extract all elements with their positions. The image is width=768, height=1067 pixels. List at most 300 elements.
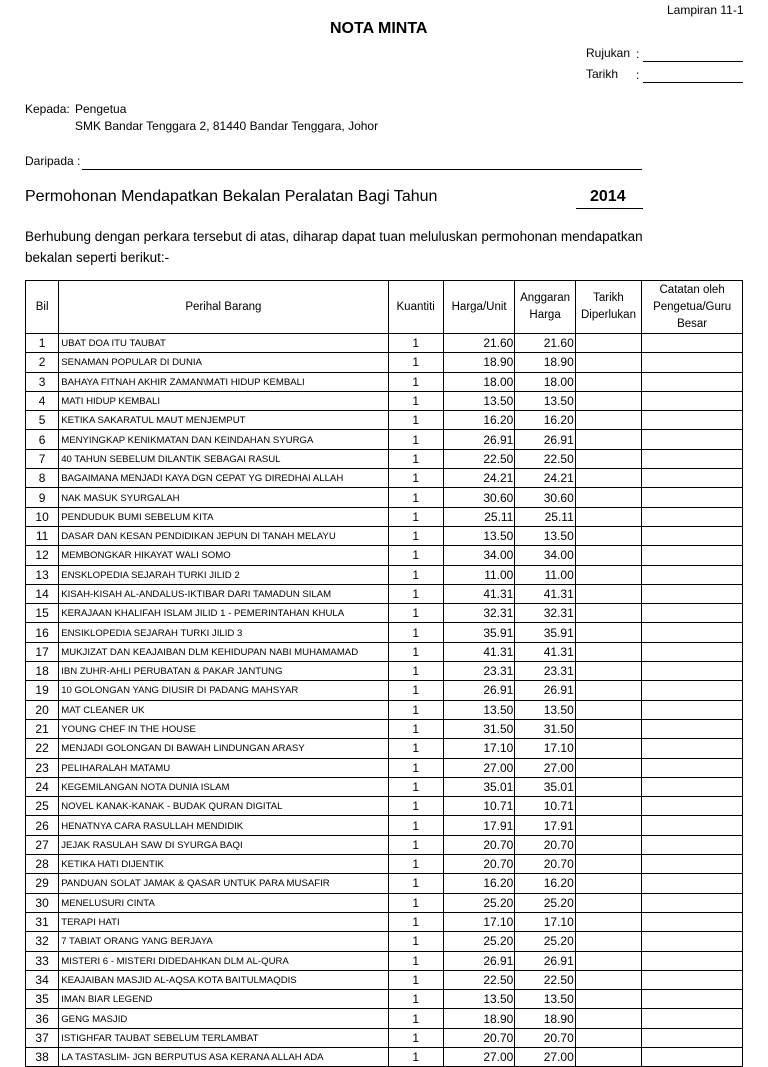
cell-harga-unit: 27.00: [443, 1047, 514, 1066]
cell-bil: 14: [26, 584, 59, 603]
cell-harga-unit: 18.00: [443, 372, 514, 391]
table-row: [26, 449, 743, 468]
cell-item: IBN ZUHR-AHLI PERUBATAN & PAKAR JANTUNG: [59, 662, 388, 681]
cell-tarikh[interactable]: [575, 449, 641, 468]
cell-catatan[interactable]: [642, 970, 743, 989]
table-body: [26, 334, 743, 1067]
table-row: [26, 1028, 743, 1047]
cell-anggaran: 25.11: [515, 507, 575, 526]
table-row: [26, 951, 743, 970]
cell-item: KEGEMILANGAN NOTA DUNIA ISLAM: [59, 777, 388, 796]
cell-harga-unit: 20.70: [443, 835, 514, 854]
cell-item: UBAT DOA ITU TAUBAT: [59, 334, 388, 353]
cell-anggaran: 18.00: [515, 372, 575, 391]
cell-anggaran: 18.90: [515, 353, 575, 372]
cell-kuantiti: 1: [388, 449, 443, 468]
cell-harga-unit: 16.20: [443, 411, 514, 430]
cell-catatan[interactable]: [642, 488, 743, 507]
year-underline: [576, 208, 643, 209]
cell-tarikh[interactable]: [575, 469, 641, 488]
cell-tarikh[interactable]: [575, 372, 641, 391]
cell-item: ENSKLOPEDIA SEJARAH TURKI JILID 2: [59, 565, 388, 584]
cell-catatan[interactable]: [642, 372, 743, 391]
cell-kuantiti: 1: [388, 1047, 443, 1066]
cell-item: 40 TAHUN SEBELUM DILANTIK SEBAGAI RASUL: [59, 449, 388, 468]
cell-anggaran: 23.31: [515, 662, 575, 681]
cell-catatan[interactable]: [642, 469, 743, 488]
cell-anggaran: 13.50: [515, 990, 575, 1009]
cell-item: BAGAIMANA MENJADI KAYA DGN CEPAT YG DIREDHAI ALLAH: [59, 469, 388, 488]
cell-bil: 28: [26, 855, 59, 874]
cell-bil: 19: [26, 681, 59, 700]
cell-bil: 33: [26, 951, 59, 970]
cell-tarikh[interactable]: [575, 662, 641, 681]
cell-kuantiti: 1: [388, 642, 443, 661]
cell-harga-unit: 25.20: [443, 932, 514, 951]
cell-tarikh[interactable]: [575, 855, 641, 874]
cell-tarikh[interactable]: [575, 874, 641, 893]
cell-tarikh[interactable]: [575, 488, 641, 507]
cell-catatan[interactable]: [642, 662, 743, 681]
cell-anggaran: 27.00: [515, 1047, 575, 1066]
cell-kuantiti: 1: [388, 797, 443, 816]
cell-anggaran: 17.10: [515, 912, 575, 931]
cell-kuantiti: 1: [388, 353, 443, 372]
table-row: [26, 565, 743, 584]
cell-kuantiti: 1: [388, 893, 443, 912]
cell-item: PENDUDUK BUMI SEBELUM KITA: [59, 507, 388, 526]
cell-catatan[interactable]: [642, 1047, 743, 1066]
cell-bil: 36: [26, 1009, 59, 1028]
cell-bil: 29: [26, 874, 59, 893]
cell-catatan[interactable]: [642, 797, 743, 816]
cell-tarikh[interactable]: [575, 758, 641, 777]
cell-harga-unit: 27.00: [443, 758, 514, 777]
table-header-row: [26, 281, 743, 334]
cell-catatan[interactable]: [642, 1009, 743, 1028]
cell-harga-unit: 17.10: [443, 739, 514, 758]
cell-kuantiti: 1: [388, 565, 443, 584]
cell-catatan[interactable]: [642, 565, 743, 584]
cell-item: NAK MASUK SYURGALAH: [59, 488, 388, 507]
cell-tarikh[interactable]: [575, 391, 641, 410]
table-row: [26, 1009, 743, 1028]
cell-tarikh[interactable]: [575, 584, 641, 603]
cell-harga-unit: 13.50: [443, 391, 514, 410]
cell-bil: 30: [26, 893, 59, 912]
cell-catatan[interactable]: [642, 1028, 743, 1047]
cell-harga-unit: 11.00: [443, 565, 514, 584]
cell-kuantiti: 1: [388, 739, 443, 758]
cell-anggaran: 11.00: [515, 565, 575, 584]
cell-kuantiti: 1: [388, 700, 443, 719]
cell-bil: 10: [26, 507, 59, 526]
cell-item: KETIKA HATI DIJENTIK: [59, 855, 388, 874]
table-row: [26, 816, 743, 835]
cell-tarikh[interactable]: [575, 1028, 641, 1047]
cell-kuantiti: 1: [388, 526, 443, 545]
cell-anggaran: 18.90: [515, 1009, 575, 1028]
cell-anggaran: 25.20: [515, 932, 575, 951]
cell-catatan[interactable]: [642, 334, 743, 353]
cell-catatan[interactable]: [642, 526, 743, 545]
table-row: [26, 700, 743, 719]
tarikh-colon: :: [636, 68, 640, 82]
table-row: [26, 642, 743, 661]
tarikh-label: Tarikh: [586, 67, 619, 81]
cell-bil: 1: [26, 334, 59, 353]
rujukan-label: Rujukan: [586, 46, 631, 60]
cell-catatan[interactable]: [642, 835, 743, 854]
cell-catatan[interactable]: [642, 411, 743, 430]
cell-harga-unit: 26.91: [443, 430, 514, 449]
table-row: [26, 526, 743, 545]
cell-tarikh[interactable]: [575, 430, 641, 449]
cell-kuantiti: 1: [388, 719, 443, 738]
cell-anggaran: 13.50: [515, 700, 575, 719]
cell-anggaran: 32.31: [515, 604, 575, 623]
kepada-label: Kepada:: [25, 102, 70, 116]
cell-item: GENG MASJID: [59, 1009, 388, 1028]
cell-anggaran: 26.91: [515, 951, 575, 970]
cell-tarikh[interactable]: [575, 642, 641, 661]
table-row: [26, 874, 743, 893]
rujukan-field[interactable]: [643, 61, 743, 62]
cell-bil: 18: [26, 662, 59, 681]
cell-kuantiti: 1: [388, 469, 443, 488]
cell-harga-unit: 13.50: [443, 526, 514, 545]
cell-anggaran: 20.70: [515, 1028, 575, 1047]
daripada-label: Daripada :: [25, 154, 81, 168]
cell-tarikh[interactable]: [575, 719, 641, 738]
subject-line: Permohonan Mendapatkan Bekalan Peralatan Bagi Tahun: [25, 188, 438, 205]
cell-kuantiti: 1: [388, 835, 443, 854]
table-row: [26, 758, 743, 777]
table-row: [26, 372, 743, 391]
cell-tarikh[interactable]: [575, 700, 641, 719]
table-row: [26, 855, 743, 874]
items-table: [25, 280, 743, 1067]
cell-harga-unit: 26.91: [443, 951, 514, 970]
cell-anggaran: 20.70: [515, 855, 575, 874]
cell-bil: 9: [26, 488, 59, 507]
header-kuantiti: Kuantiti: [388, 281, 443, 334]
cell-item: NOVEL KANAK-KANAK - BUDAK QURAN DIGITAL: [59, 797, 388, 816]
cell-harga-unit: 31.50: [443, 719, 514, 738]
table-row: [26, 932, 743, 951]
cell-item: BAHAYA FITNAH AKHIR ZAMAN\MATI HIDUP KEMBALI: [59, 372, 388, 391]
table-row: [26, 681, 743, 700]
header-catatan: Catatan oleh Pengetua/Guru Besar: [642, 281, 743, 334]
cell-catatan[interactable]: [642, 855, 743, 874]
cell-tarikh[interactable]: [575, 334, 641, 353]
cell-anggaran: 35.91: [515, 623, 575, 642]
cell-catatan[interactable]: [642, 700, 743, 719]
cell-kuantiti: 1: [388, 681, 443, 700]
cell-item: IMAN BIAR LEGEND: [59, 990, 388, 1009]
header-bil: Bil: [26, 281, 59, 334]
cell-bil: 16: [26, 623, 59, 642]
cell-catatan[interactable]: [642, 758, 743, 777]
cell-bil: 7: [26, 449, 59, 468]
cell-kuantiti: 1: [388, 990, 443, 1009]
cell-kuantiti: 1: [388, 874, 443, 893]
cell-catatan[interactable]: [642, 391, 743, 410]
cell-bil: 21: [26, 719, 59, 738]
cell-anggaran: 20.70: [515, 835, 575, 854]
cell-bil: 12: [26, 546, 59, 565]
cell-bil: 34: [26, 970, 59, 989]
rujukan-colon: :: [636, 47, 640, 61]
table-row: [26, 488, 743, 507]
cell-harga-unit: 17.91: [443, 816, 514, 835]
cell-kuantiti: 1: [388, 932, 443, 951]
table-row: [26, 797, 743, 816]
cell-bil: 26: [26, 816, 59, 835]
cell-catatan[interactable]: [642, 816, 743, 835]
daripada-field[interactable]: [82, 169, 642, 170]
cell-catatan[interactable]: [642, 990, 743, 1009]
cell-harga-unit: 13.50: [443, 700, 514, 719]
cell-anggaran: 17.91: [515, 816, 575, 835]
cell-harga-unit: 18.90: [443, 353, 514, 372]
cell-kuantiti: 1: [388, 411, 443, 430]
cell-harga-unit: 20.70: [443, 855, 514, 874]
cell-anggaran: 13.50: [515, 526, 575, 545]
lampiran-label: Lampiran 11-1: [667, 3, 744, 17]
cell-tarikh[interactable]: [575, 990, 641, 1009]
cell-catatan[interactable]: [642, 604, 743, 623]
cell-anggaran: 22.50: [515, 449, 575, 468]
cell-anggaran: 21.60: [515, 334, 575, 353]
cell-anggaran: 26.91: [515, 430, 575, 449]
cell-tarikh[interactable]: [575, 565, 641, 584]
cell-catatan[interactable]: [642, 777, 743, 796]
cell-anggaran: 25.20: [515, 893, 575, 912]
table-row: [26, 353, 743, 372]
cell-harga-unit: 32.31: [443, 604, 514, 623]
cell-harga-unit: 20.70: [443, 1028, 514, 1047]
table-row: [26, 334, 743, 353]
cell-harga-unit: 23.31: [443, 662, 514, 681]
cell-bil: 13: [26, 565, 59, 584]
cell-bil: 15: [26, 604, 59, 623]
cell-catatan[interactable]: [642, 951, 743, 970]
cell-tarikh[interactable]: [575, 604, 641, 623]
cell-bil: 27: [26, 835, 59, 854]
cell-item: MUKJIZAT DAN KEAJAIBAN DLM KEHIDUPAN NABI MUHAMAMAD: [59, 642, 388, 661]
cell-bil: 37: [26, 1028, 59, 1047]
cell-item: LA TASTASLIM- JGN BERPUTUS ASA KERANA ALLAH ADA: [59, 1047, 388, 1066]
cell-catatan[interactable]: [642, 623, 743, 642]
table-row: [26, 411, 743, 430]
cell-tarikh[interactable]: [575, 1009, 641, 1028]
cell-item: MAT CLEANER UK: [59, 700, 388, 719]
table-row: [26, 623, 743, 642]
cell-harga-unit: 13.50: [443, 990, 514, 1009]
cell-item: MENYINGKAP KENIKMATAN DAN KEINDAHAN SYURGA: [59, 430, 388, 449]
cell-anggaran: 27.00: [515, 758, 575, 777]
cell-kuantiti: 1: [388, 970, 443, 989]
cell-tarikh[interactable]: [575, 816, 641, 835]
kepada-line1: Pengetua: [75, 102, 127, 116]
cell-harga-unit: 30.60: [443, 488, 514, 507]
kepada-line2: SMK Bandar Tenggara 2, 81440 Bandar Tenggara, Johor: [75, 119, 379, 133]
cell-item: HENATNYA CARA RASULLAH MENDIDIK: [59, 816, 388, 835]
header-perihal: Perihal Barang: [59, 281, 388, 334]
cell-tarikh[interactable]: [575, 526, 641, 545]
cell-anggaran: 30.60: [515, 488, 575, 507]
cell-anggaran: 10.71: [515, 797, 575, 816]
cell-bil: 22: [26, 739, 59, 758]
cell-catatan[interactable]: [642, 932, 743, 951]
cell-harga-unit: 25.20: [443, 893, 514, 912]
cell-catatan[interactable]: [642, 507, 743, 526]
table-row: [26, 912, 743, 931]
cell-bil: 25: [26, 797, 59, 816]
cell-tarikh[interactable]: [575, 411, 641, 430]
cell-bil: 31: [26, 912, 59, 931]
table-row: [26, 507, 743, 526]
cell-harga-unit: 41.31: [443, 584, 514, 603]
cell-bil: 20: [26, 700, 59, 719]
table-row: [26, 430, 743, 449]
cell-anggaran: 22.50: [515, 970, 575, 989]
cell-catatan[interactable]: [642, 584, 743, 603]
cell-item: MATI HIDUP KEMBALI: [59, 391, 388, 410]
cell-kuantiti: 1: [388, 546, 443, 565]
cell-harga-unit: 21.60: [443, 334, 514, 353]
cell-bil: 6: [26, 430, 59, 449]
table-row: [26, 662, 743, 681]
cell-anggaran: 34.00: [515, 546, 575, 565]
cell-catatan[interactable]: [642, 719, 743, 738]
cell-item: ENSIKLOPEDIA SEJARAH TURKI JILID 3: [59, 623, 388, 642]
cell-anggaran: 13.50: [515, 391, 575, 410]
cell-anggaran: 24.21: [515, 469, 575, 488]
cell-anggaran: 17.10: [515, 739, 575, 758]
cell-kuantiti: 1: [388, 623, 443, 642]
header-anggaran: Anggaran Harga: [515, 281, 575, 334]
cell-catatan[interactable]: [642, 449, 743, 468]
cell-catatan[interactable]: [642, 739, 743, 758]
cell-tarikh[interactable]: [575, 507, 641, 526]
cell-catatan[interactable]: [642, 430, 743, 449]
table-row: [26, 835, 743, 854]
cell-item: JEJAK RASULAH SAW DI SYURGA BAQI: [59, 835, 388, 854]
cell-bil: 8: [26, 469, 59, 488]
table-row: [26, 739, 743, 758]
cell-kuantiti: 1: [388, 816, 443, 835]
cell-anggaran: 41.31: [515, 642, 575, 661]
cell-catatan[interactable]: [642, 874, 743, 893]
cell-kuantiti: 1: [388, 584, 443, 603]
cell-bil: 38: [26, 1047, 59, 1066]
cell-tarikh[interactable]: [575, 623, 641, 642]
cell-anggaran: 26.91: [515, 681, 575, 700]
cell-bil: 23: [26, 758, 59, 777]
cell-kuantiti: 1: [388, 488, 443, 507]
cell-bil: 24: [26, 777, 59, 796]
cell-item: KISAH-KISAH AL-ANDALUS-IKTIBAR DARI TAMADUN SILAM: [59, 584, 388, 603]
cell-anggaran: 16.20: [515, 874, 575, 893]
cell-item: SENAMAN POPULAR DI DUNIA: [59, 353, 388, 372]
cell-bil: 5: [26, 411, 59, 430]
cell-catatan[interactable]: [642, 642, 743, 661]
cell-bil: 2: [26, 353, 59, 372]
cell-anggaran: 16.20: [515, 411, 575, 430]
tarikh-field[interactable]: [643, 82, 743, 83]
cell-kuantiti: 1: [388, 912, 443, 931]
cell-tarikh[interactable]: [575, 797, 641, 816]
cell-kuantiti: 1: [388, 1009, 443, 1028]
cell-kuantiti: 1: [388, 430, 443, 449]
cell-item: ISTIGHFAR TAUBAT SEBELUM TERLAMBAT: [59, 1028, 388, 1047]
cell-kuantiti: 1: [388, 391, 443, 410]
cell-item: YOUNG CHEF IN THE HOUSE: [59, 719, 388, 738]
cell-harga-unit: 10.71: [443, 797, 514, 816]
cell-item: KERAJAAN KHALIFAH ISLAM JILID 1 - PEMERINTAHAN KHULA: [59, 604, 388, 623]
table-row: [26, 391, 743, 410]
cell-harga-unit: 34.00: [443, 546, 514, 565]
cell-item: KETIKA SAKARATUL MAUT MENJEMPUT: [59, 411, 388, 430]
cell-tarikh[interactable]: [575, 681, 641, 700]
cell-tarikh[interactable]: [575, 951, 641, 970]
cell-item: PANDUAN SOLAT JAMAK & QASAR UNTUK PARA MUSAFIR: [59, 874, 388, 893]
cell-catatan[interactable]: [642, 353, 743, 372]
cell-tarikh[interactable]: [575, 777, 641, 796]
cell-tarikh[interactable]: [575, 546, 641, 565]
subject-year: 2014: [590, 188, 626, 205]
cell-tarikh[interactable]: [575, 970, 641, 989]
header-harga-unit: Harga/Unit: [443, 281, 514, 334]
cell-catatan[interactable]: [642, 893, 743, 912]
cell-harga-unit: 24.21: [443, 469, 514, 488]
cell-harga-unit: 22.50: [443, 970, 514, 989]
page-title: NOTA MINTA: [330, 20, 428, 37]
cell-kuantiti: 1: [388, 855, 443, 874]
table-row: [26, 469, 743, 488]
cell-catatan[interactable]: [642, 546, 743, 565]
table-row: [26, 546, 743, 565]
cell-item: MISTERI 6 - MISTERI DIDEDAHKAN DLM AL-QURA: [59, 951, 388, 970]
cell-tarikh[interactable]: [575, 893, 641, 912]
cell-kuantiti: 1: [388, 951, 443, 970]
table-row: [26, 584, 743, 603]
cell-harga-unit: 22.50: [443, 449, 514, 468]
cell-bil: 35: [26, 990, 59, 1009]
cell-tarikh[interactable]: [575, 835, 641, 854]
cell-kuantiti: 1: [388, 1028, 443, 1047]
cell-catatan[interactable]: [642, 681, 743, 700]
cell-catatan[interactable]: [642, 912, 743, 931]
cell-tarikh[interactable]: [575, 1047, 641, 1066]
cell-tarikh[interactable]: [575, 932, 641, 951]
cell-tarikh[interactable]: [575, 353, 641, 372]
cell-tarikh[interactable]: [575, 739, 641, 758]
cell-item: TERAPI HATI: [59, 912, 388, 931]
cell-harga-unit: 25.11: [443, 507, 514, 526]
cell-item: MEMBONGKAR HIKAYAT WALI SOMO: [59, 546, 388, 565]
cell-harga-unit: 17.10: [443, 912, 514, 931]
cell-tarikh[interactable]: [575, 912, 641, 931]
cell-bil: 17: [26, 642, 59, 661]
cell-item: KEAJAIBAN MASJID AL-AQSA KOTA BAITULMAQDIS: [59, 970, 388, 989]
cell-item: MENJADI GOLONGAN DI BAWAH LINDUNGAN ARASY: [59, 739, 388, 758]
cell-kuantiti: 1: [388, 758, 443, 777]
cell-item: 7 TABIAT ORANG YANG BERJAYA: [59, 932, 388, 951]
cell-kuantiti: 1: [388, 777, 443, 796]
